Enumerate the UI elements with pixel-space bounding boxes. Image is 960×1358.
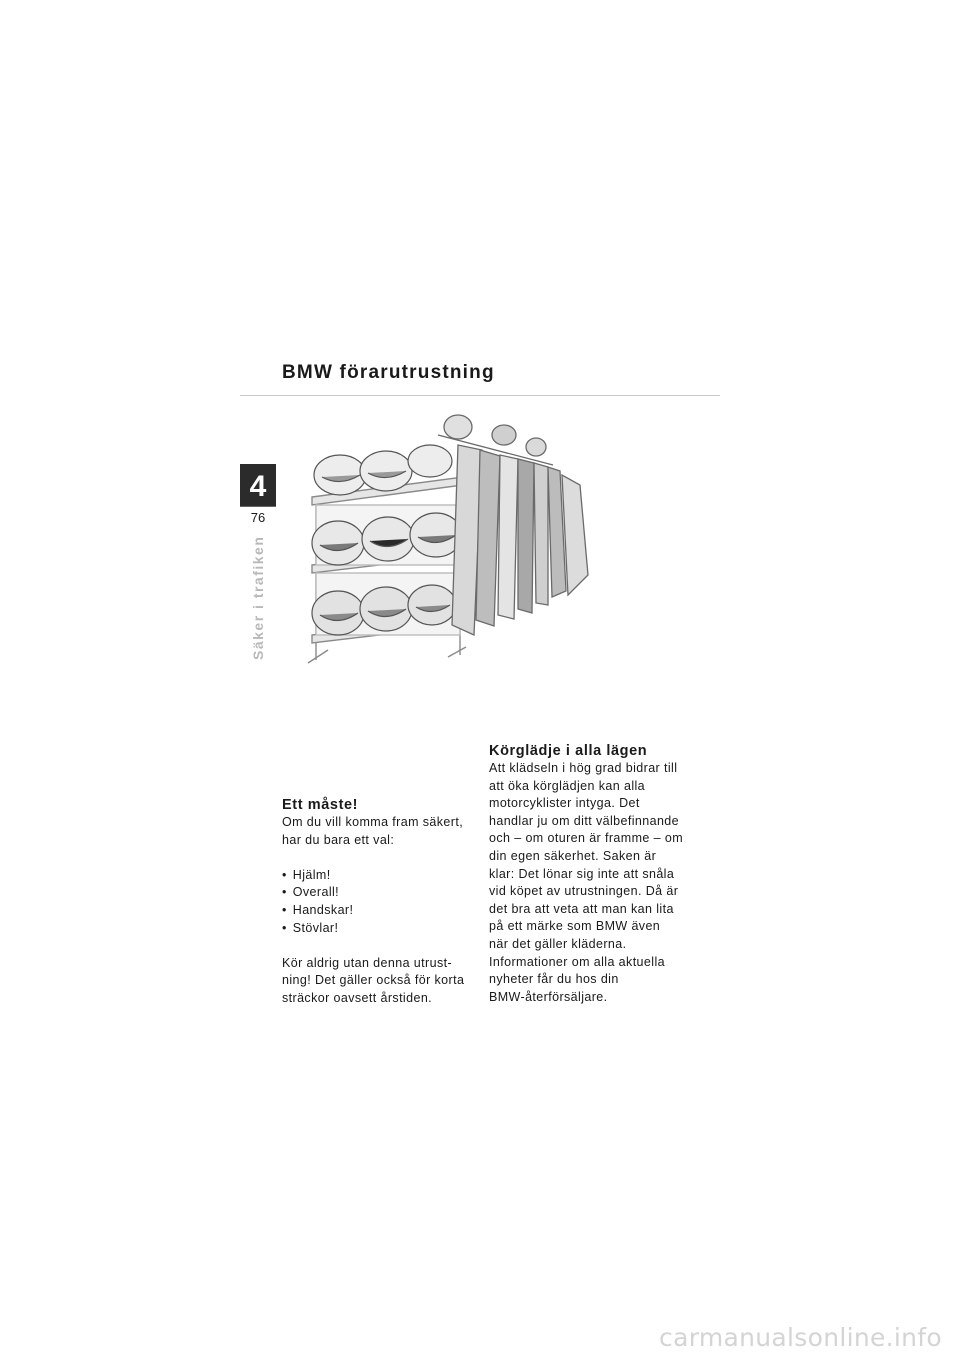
- section-riding-pleasure: [489, 743, 694, 1006]
- body-line: när det gäller kläderna.: [489, 936, 627, 951]
- body-line: Informationer om alla aktuella: [489, 954, 665, 969]
- section-must-have: [282, 797, 482, 1008]
- chapter-number-tab: 4: [240, 464, 276, 506]
- gear-list: [282, 867, 482, 937]
- list-item: • Overall!: [282, 884, 482, 902]
- list-item: • Stövlar!: [282, 920, 482, 938]
- list-item: • Handskar!: [282, 902, 482, 920]
- title-divider: [240, 395, 720, 396]
- watermark: carmanualsonline.info: [659, 1323, 942, 1352]
- intro-line: har du bara ett val:: [282, 832, 395, 847]
- riding-gear-illustration: [298, 405, 608, 680]
- body-line: BMW-återförsäljare.: [489, 989, 608, 1004]
- helmet-rack-and-clothing-icon: [298, 405, 608, 680]
- body-line: Att klädseln i hög grad bidrar till: [489, 761, 678, 775]
- list-item: • Hjälm!: [282, 867, 482, 885]
- body-line: vid köpet av utrustningen. Då är: [489, 884, 679, 899]
- section-heading: Körglädje i alla lägen: [489, 743, 648, 759]
- closing-line: Kör aldrig utan denna utrust-: [282, 955, 453, 970]
- page-number: 76: [240, 506, 276, 525]
- body-line: handlar ju om ditt välbefinnande: [489, 813, 680, 828]
- body-line: det bra att veta att man kan lita: [489, 901, 674, 916]
- chapter-side-label: Säker i trafiken: [250, 535, 266, 660]
- section-heading: Ett måste!: [282, 797, 359, 813]
- page-title: BMW förarutrustning: [282, 362, 495, 383]
- body-line: klar: Det lönar sig inte att snåla: [489, 866, 675, 881]
- body-line: på ett märke som BMW även: [489, 919, 661, 934]
- closing-line: sträckor oavsett årstiden.: [282, 990, 433, 1005]
- body-line: din egen säkerhet. Saken är: [489, 848, 657, 863]
- closing-line: ning! Det gäller också för korta: [282, 973, 465, 988]
- body-line: att öka körglädjen kan alla: [489, 778, 646, 793]
- body-line: och – om oturen är framme – om: [489, 831, 684, 846]
- intro-line: Om du vill komma fram säkert,: [282, 815, 464, 829]
- body-line: motorcyklister intyga. Det: [489, 796, 640, 811]
- body-line: nyheter får du hos din: [489, 972, 619, 987]
